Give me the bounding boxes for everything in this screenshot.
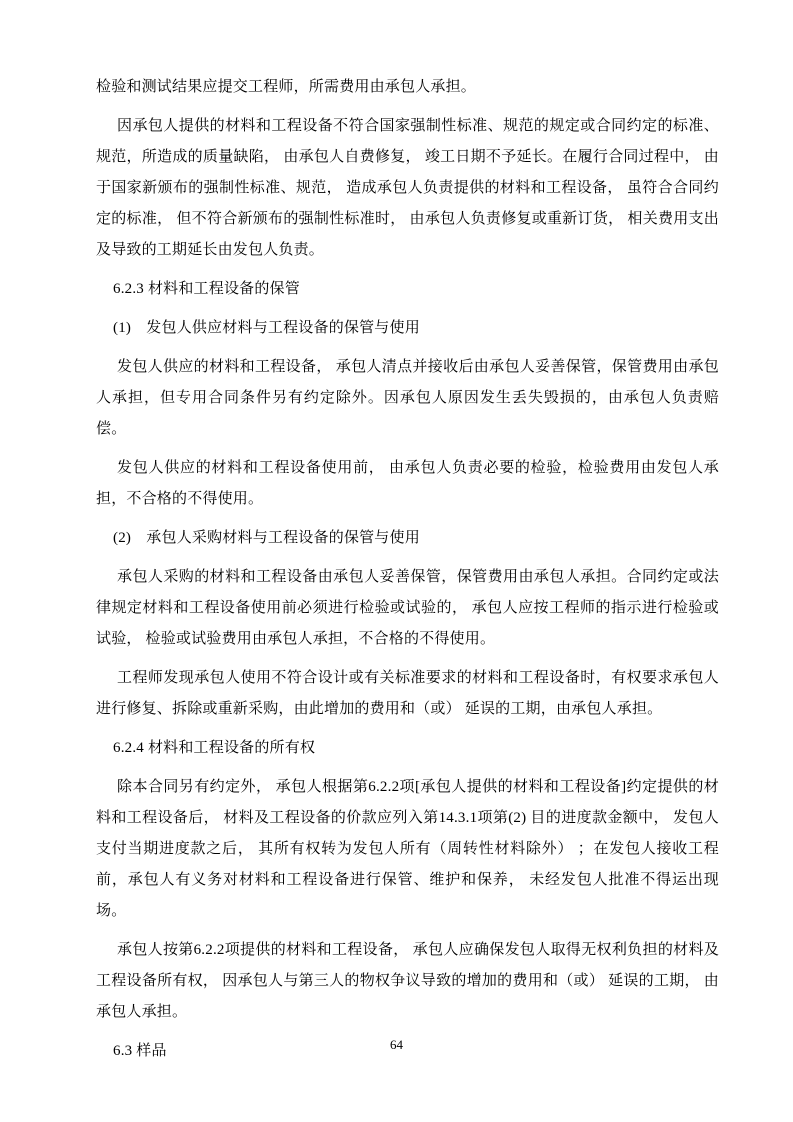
body-paragraph-employer-supplied-storage: 发包人供应的材料和工程设备， 承包人清点并接收后由承包人妥善保管，保管费用由承包人承担，但专用合同条件另有约定除外。因承包人原因发生丢失毁损的，由承包人负责赔偿。 xyxy=(96,359,719,437)
document-body xyxy=(96,72,719,1075)
body-paragraph-employer-supplied-inspection: 发包人供应的材料和工程设备使用前， 由承包人负责必要的检验，检验费用由发包人承担，不合格的不得使用。 xyxy=(96,460,719,507)
list-heading-2: (2) 承包人采购材料与工程设备的保管与使用 xyxy=(113,530,420,546)
body-paragraph-ownership-transfer: 除本合同另有约定外， 承包人根据第6.2.2项[承包人提供的材料和工程设备]约定提供的材料和工程设备后， 材料及工程设备的价款应列入第14.3.1项第(2) 目的进度款金额中， 发包人支付当期进度款之后， 其所有权转为发包人所有（周转性材料除外） ；在发包人接收工程前，承包人有义务对材料和工程设备进行保管、维护和保养， 未经发包人批准不得运出现场。 xyxy=(96,779,719,919)
section-heading-6-3: 6.3 样品 xyxy=(113,1043,167,1059)
body-paragraph-engineer-discovery: 工程师发现承包人使用不符合设计或有关标准要求的材料和工程设备时，有权要求承包人进行修复、拆除或重新采购，由此增加的费用和（或） 延误的工期，由承包人承担。 xyxy=(96,670,719,717)
section-heading-6-2-3: 6.2.3 材料和工程设备的保管 xyxy=(113,281,300,297)
body-paragraph-continuation: 检验和测试结果应提交工程师，所需费用由承包人承担。 xyxy=(96,79,477,95)
body-paragraph-ownership-guarantee: 承包人按第6.2.2项提供的材料和工程设备， 承包人应确保发包人取得无权利负担的材料及工程设备所有权， 因承包人与第三人的物权争议导致的增加的费用和（或） 延误的工期， 由承包人承担。 xyxy=(96,942,719,1020)
list-heading-1: (1) 发包人供应材料与工程设备的保管与使用 xyxy=(113,320,420,336)
body-paragraph-contractor-procured-storage: 承包人采购的材料和工程设备由承包人妥善保管，保管费用由承包人承担。合同约定或法律规定材料和工程设备使用前必须进行检验或试验的， 承包人应按工程师的指示进行检验或试验， 检验或试验费用由承包人承担，不合格的不得使用。 xyxy=(96,569,719,647)
section-heading-6-2-4: 6.2.4 材料和工程设备的所有权 xyxy=(113,740,316,756)
body-paragraph-standards: 因承包人提供的材料和工程设备不符合国家强制性标准、规范的规定或合同约定的标准、规范，所造成的质量缺陷， 由承包人自费修复， 竣工日期不予延长。在履行合同过程中， 由于国家新颁布的强制性标准、规范， 造成承包人负责提供的材料和工程设备， 虽符合合同约定的标准， 但不符合新颁布的强制性标准时， 由承包人负责修复或重新订货， 相关费用支出及导致的工期延长由发包人负责。 xyxy=(96,118,719,258)
page-number: 64 xyxy=(390,1037,403,1052)
